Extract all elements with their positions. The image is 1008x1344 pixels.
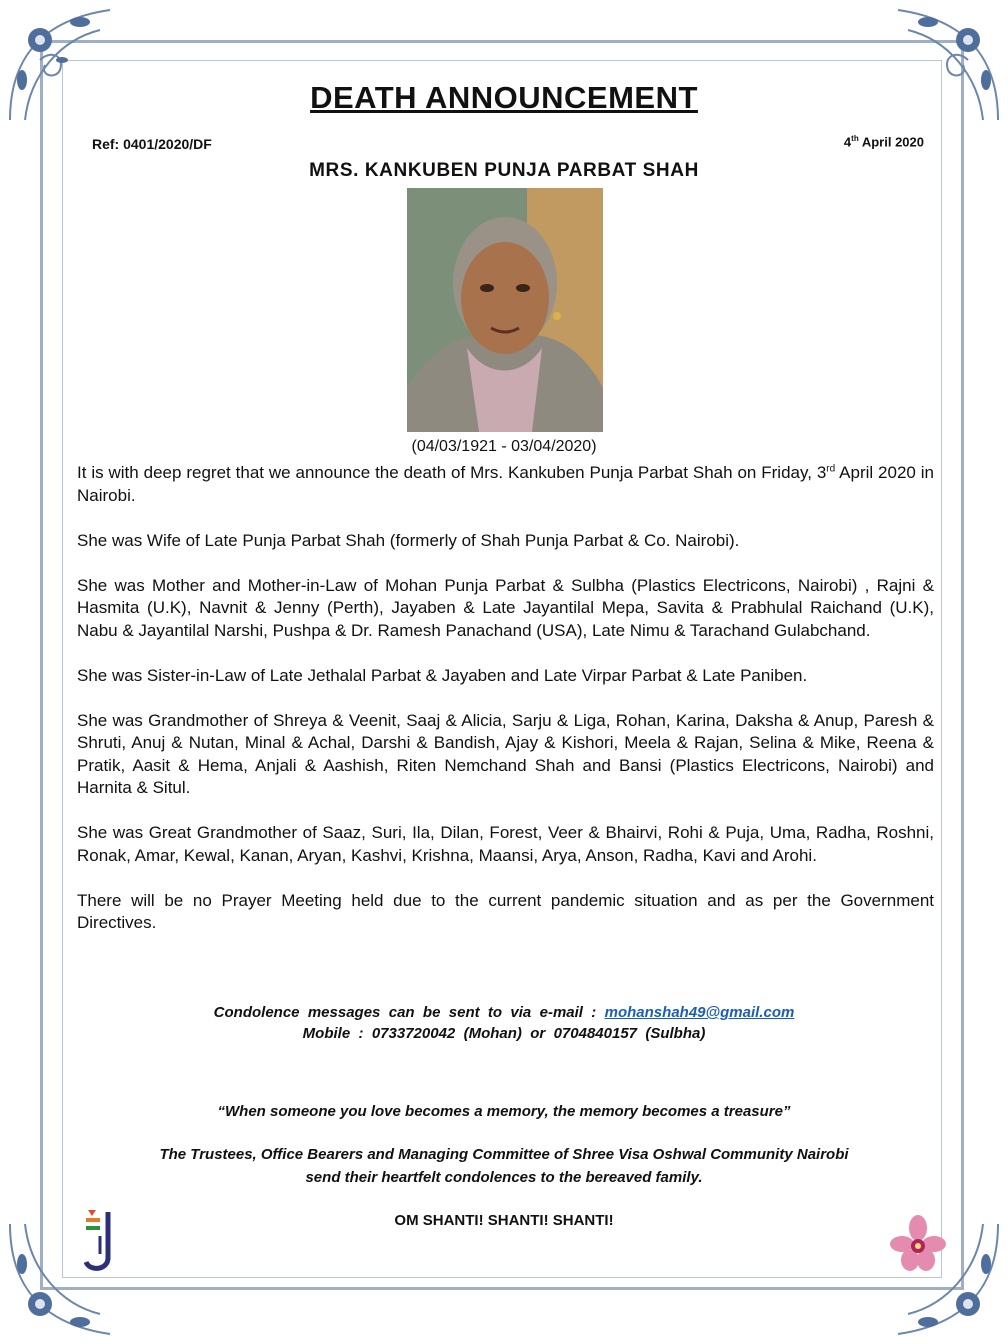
announcement-body	[77, 462, 934, 957]
announcement-date	[844, 134, 924, 149]
paragraph-grandmother: She was Grandmother of Shreya & Veenit, Saaj & Alicia, Sarju & Liga, Rohan, Karina, Daksha & Anup, Paresh & Shruti, Anuj & Nutan, Minal & Achal, Darshi & Bandish, Ajay & Kishori, Meela & Rajan, Selina & Mike, Reena & Pratik, Aasit & Hema, Anjali & Aashish, Riten Nemchand Shah and Bansi (Plastics Electricons, Nairobi) and Harnita & Situl.	[77, 710, 934, 797]
lifespan-dates: (04/03/1921 - 03/04/2020)	[411, 438, 597, 455]
paragraph-death	[77, 462, 934, 507]
shanti-prayer: OM SHANTI! SHANTI! SHANTI!	[394, 1212, 614, 1229]
orchid-flower-icon	[890, 1214, 946, 1274]
deceased-name: MRS. KANKUBEN PUNJA PARBAT SHAH	[309, 160, 699, 181]
ordinal-suffix: rd	[826, 463, 836, 475]
paragraph-sister-in-law: She was Sister-in-Law of Late Jethalal Parbat & Jayaben and Late Virpar Parbat & Late Paniben.	[77, 665, 808, 685]
email-line	[0, 1002, 1008, 1023]
condolence-message	[0, 1143, 1008, 1189]
paragraph-wife: She was Wife of Late Punja Parbat Shah (formerly of Shah Punja Parbat & Co. Nairobi).	[77, 530, 740, 550]
date-rest: April 2020	[858, 134, 924, 150]
contact-info	[0, 1002, 1008, 1044]
condolence-line: send their heartfelt condolences to the bereaved family.	[305, 1169, 703, 1186]
paragraph-prayer-meeting: There will be no Prayer Meeting held due to the current pandemic situation and as per the Government Directives.	[77, 890, 934, 932]
memorial-quote: “When someone you love becomes a memory, the memory becomes a treasure”	[217, 1103, 791, 1120]
date-day: 4	[843, 134, 852, 150]
paragraph-text: April 2020 in Nairobi.	[77, 463, 934, 505]
portrait-illustration	[407, 188, 603, 432]
paragraph-great-grandmother: She was Great Grandmother of Saaz, Suri, Ila, Dilan, Forest, Veer & Bhairvi, Rohi & Puja, Uma, Radha, Roshni, Ronak, Amar, Kewal, Kanan, Aryan, Kashvi, Krishna, Maansi, Arya, Anson, Radha, Kavi and Arohi.	[77, 823, 934, 865]
paragraph-mother: She was Mother and Mother-in-Law of Mohan Punja Parbat & Sulbha (Plastics Electricons, Nairobi) , Rajni & Hasmita (U.K), Navnit & Jenny (Perth), Jayaben & Late Jayantilal Mepa, Savita & Prabhulal Raichand (U.K), Nabu & Jayantilal Narshi, Pushpa & Dr. Ramesh Panachand (USA), Late Nimu & Tarachand Gulabchand.	[77, 575, 934, 640]
email-link[interactable]: mohanshah49@gmail.com	[604, 1004, 795, 1021]
email-label: Condolence messages can be sent to via e-mail :	[213, 1004, 605, 1021]
mobile-line: Mobile : 0733720042 (Mohan) or 0704840157 (Sulbha)	[302, 1025, 706, 1042]
paragraph-text: It is with deep regret that we announce the death of Mrs. Kankuben Punja Parbat Shah on Friday, 3	[77, 463, 827, 482]
reference-number: Ref: 0401/2020/DF	[92, 136, 212, 152]
date-suffix: th	[851, 134, 859, 143]
condolence-line: The Trustees, Office Bearers and Managing Committee of Shree Visa Oshwal Community Nairobi	[159, 1146, 849, 1163]
portrait-photo	[407, 188, 603, 432]
page-title: DEATH ANNOUNCEMENT	[310, 80, 698, 115]
community-logo-icon	[80, 1206, 120, 1276]
